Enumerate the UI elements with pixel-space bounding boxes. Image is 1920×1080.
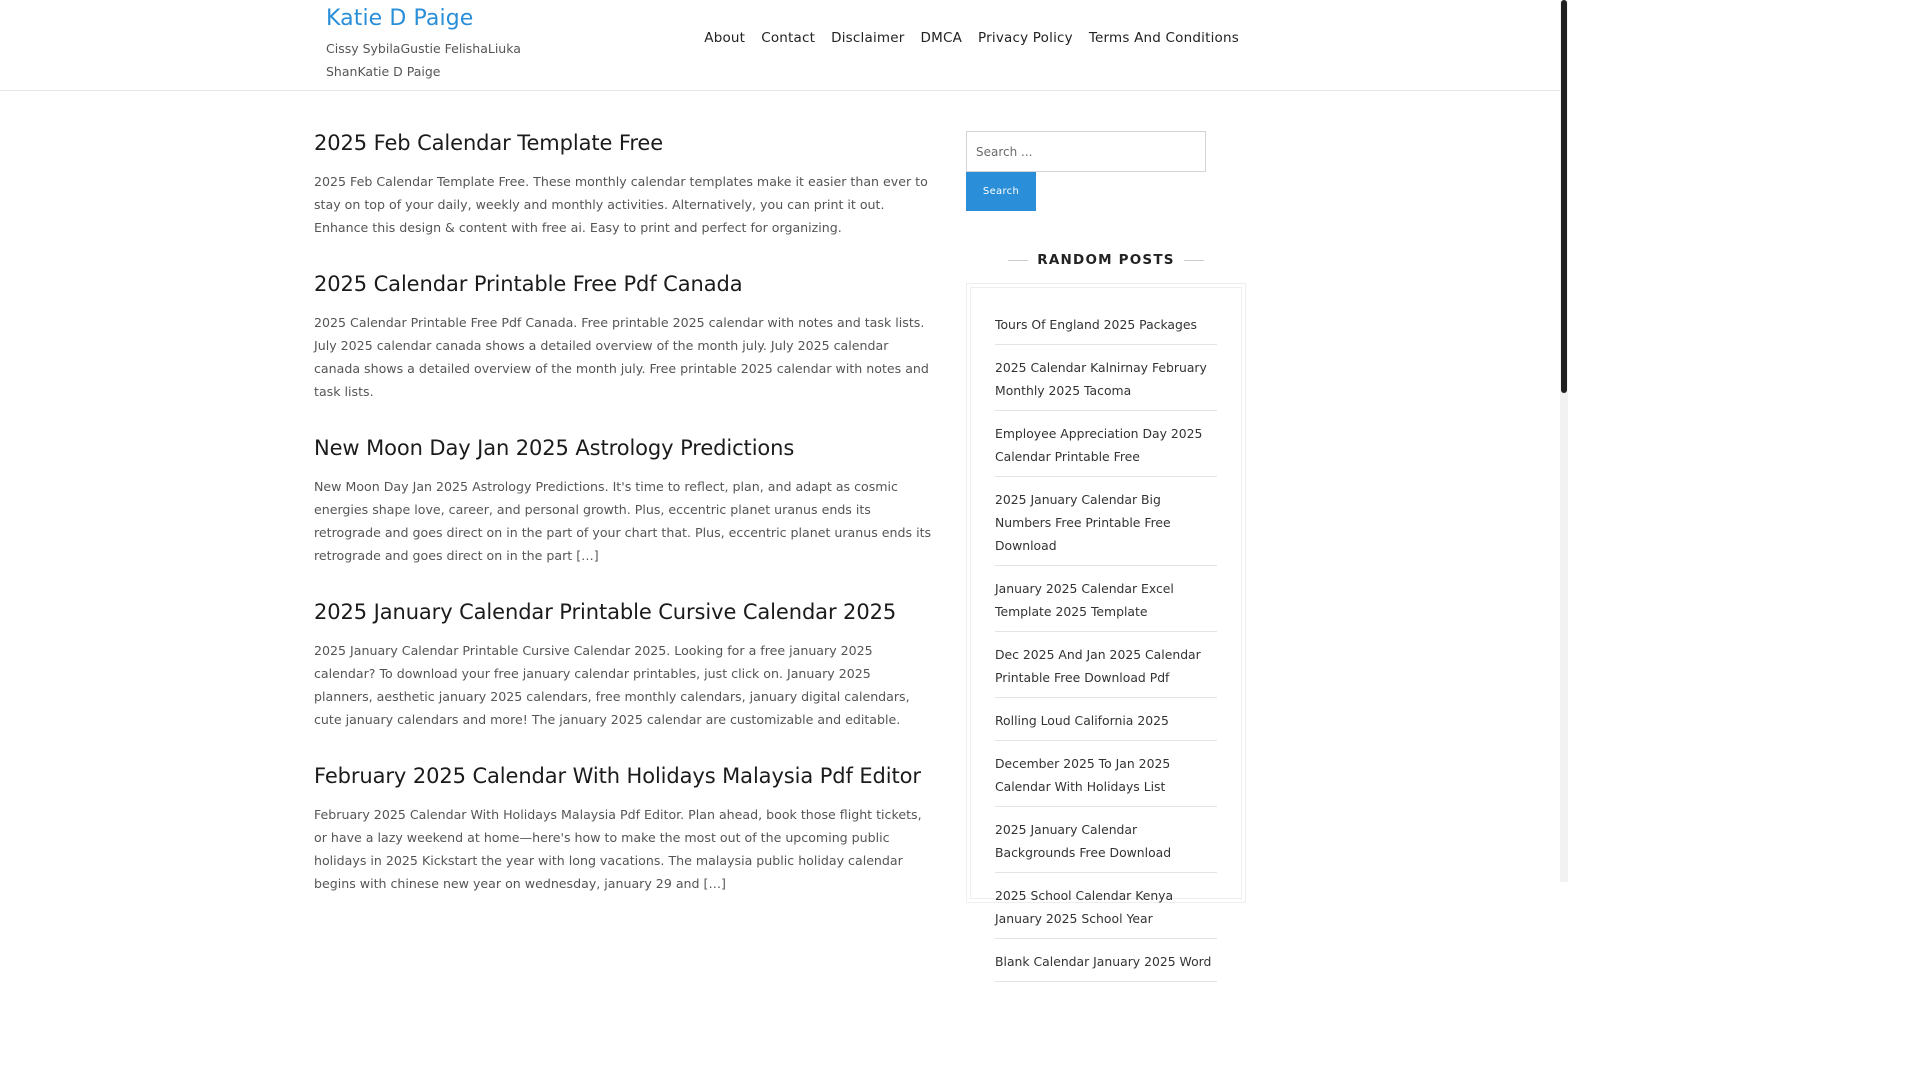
post-excerpt: 2025 Feb Calendar Template Free. These monthly calendar templates make it easier than ever to stay on top of your daily, weekly and monthly activities. Alternatively, you can print it out. Enhance this design & content with free ai. Easy to print and perfect for organizing. [314, 174, 928, 235]
post-title [314, 128, 932, 158]
site-title-link[interactable]: Katie D Paige [326, 6, 474, 31]
post-excerpt: 2025 Calendar Printable Free Pdf Canada. Free printable 2025 calendar with notes and task lists. July 2025 calendar canada shows a detailed overview of the month july. July 2025 calendar canada shows a detailed overview of the month july. Free printable 2025 calendar with notes and task lists. [314, 315, 929, 399]
nav-item-contact[interactable]: Contact [761, 30, 816, 46]
main-navigation [688, 30, 1239, 46]
random-post-link[interactable]: Dec 2025 And Jan 2025 Calendar Printable Free Download Pdf [995, 647, 1201, 685]
post-title-link[interactable]: 2025 Calendar Printable Free Pdf Canada [314, 272, 743, 296]
search-button[interactable]: Search [966, 172, 1036, 211]
post-title [314, 433, 932, 463]
divider [1008, 260, 1028, 261]
random-post-link[interactable]: December 2025 To Jan 2025 Calendar With Holidays List [995, 756, 1171, 794]
post-title-link[interactable]: February 2025 Calendar With Holidays Malaysia Pdf Editor [314, 764, 921, 788]
random-post-link[interactable]: Tours Of England 2025 Packages [995, 317, 1197, 332]
post-item [314, 128, 932, 239]
nav-item-about[interactable]: About [704, 30, 746, 46]
nav-item-disclaimer[interactable]: Disclaimer [831, 30, 905, 46]
list-item [995, 345, 1217, 411]
random-post-link[interactable]: 2025 January Calendar Backgrounds Free Download [995, 822, 1172, 860]
list-item [995, 939, 1217, 982]
post-item [314, 433, 932, 567]
random-posts-inner [970, 287, 1242, 969]
page-scrollbar[interactable] [1560, 0, 1568, 882]
random-post-link[interactable]: Employee Appreciation Day 2025 Calendar Printable Free [995, 426, 1203, 464]
widget-heading [966, 250, 1246, 270]
post-title [314, 597, 932, 627]
random-post-link[interactable]: 2025 January Calendar Big Numbers Free Printable Free Download [995, 492, 1171, 553]
list-item [995, 566, 1217, 632]
post-title-link[interactable]: New Moon Day Jan 2025 Astrology Predictions [314, 436, 795, 460]
sidebar [966, 131, 1246, 969]
nav-item-terms-and-conditions[interactable]: Terms And Conditions [1088, 30, 1239, 46]
post-excerpt: New Moon Day Jan 2025 Astrology Predictions. It's time to reflect, plan, and adapt as cosmic energies shape love, career, and personal growth. Plus, eccentric planet uranus ends its retrograde and goes direct on in the part of your chart that. Plus, eccentric planet uranus ends its retrograde and goes direct on in the part […] [314, 479, 932, 563]
widget-title: RANDOM POSTS [1037, 252, 1175, 268]
random-post-link[interactable]: January 2025 Calendar Excel Template 2025 Template [995, 581, 1174, 619]
list-item [995, 807, 1217, 873]
post-title [314, 269, 932, 299]
list-item [995, 632, 1217, 698]
random-post-link[interactable]: 2025 School Calendar Kenya January 2025 School Year [995, 888, 1174, 926]
site-header [0, 0, 1560, 91]
list-item [995, 698, 1217, 741]
search-form [966, 131, 1246, 211]
scrollbar-thumb[interactable] [1561, 0, 1567, 393]
list-item [995, 302, 1217, 345]
post-item [314, 269, 932, 403]
post-item [314, 597, 932, 731]
search-input[interactable] [966, 131, 1206, 172]
post-title-link[interactable]: 2025 January Calendar Printable Cursive Calendar 2025 [314, 600, 897, 624]
random-post-link[interactable]: Blank Calendar January 2025 Word [995, 954, 1212, 969]
random-post-link[interactable]: 2025 Calendar Kalnirnay February Monthly 2025 Tacoma [995, 360, 1207, 398]
post-list-main [314, 128, 932, 925]
nav-item-dmca[interactable]: DMCA [920, 30, 963, 46]
list-item [995, 741, 1217, 807]
random-post-link[interactable]: Rolling Loud California 2025 [995, 713, 1169, 728]
site-tagline: Cissy SybilaGustie FelishaLiuka ShanKatie D Paige [326, 41, 521, 79]
list-item [995, 873, 1217, 939]
divider [1184, 260, 1204, 261]
post-title-link[interactable]: 2025 Feb Calendar Template Free [314, 131, 664, 155]
nav-item-privacy-policy[interactable]: Privacy Policy [978, 30, 1073, 46]
random-posts-list [995, 302, 1217, 982]
random-posts-widget [966, 283, 1246, 969]
post-excerpt: February 2025 Calendar With Holidays Malaysia Pdf Editor. Plan ahead, book those flight tickets, or have a lazy weekend at home—here's how to make the most out of the upcoming public holidays in 2025 Kickstart the year with long vacations. The malaysia public holiday calendar begins with chinese new year on wednesday, january 29 and […] [314, 807, 922, 891]
post-excerpt: 2025 January Calendar Printable Cursive Calendar 2025. Looking for a free january 2025 calendar? To download your free january calendar printables, just click on. January 2025 planners, aesthetic january 2025 calendars, free monthly calendars, january digital calendars, cute january calendars and more! The january 2025 calendar are customizable and editable. [314, 643, 910, 727]
post-title [314, 761, 932, 791]
list-item [995, 477, 1217, 566]
post-item [314, 761, 932, 895]
list-item [995, 411, 1217, 477]
